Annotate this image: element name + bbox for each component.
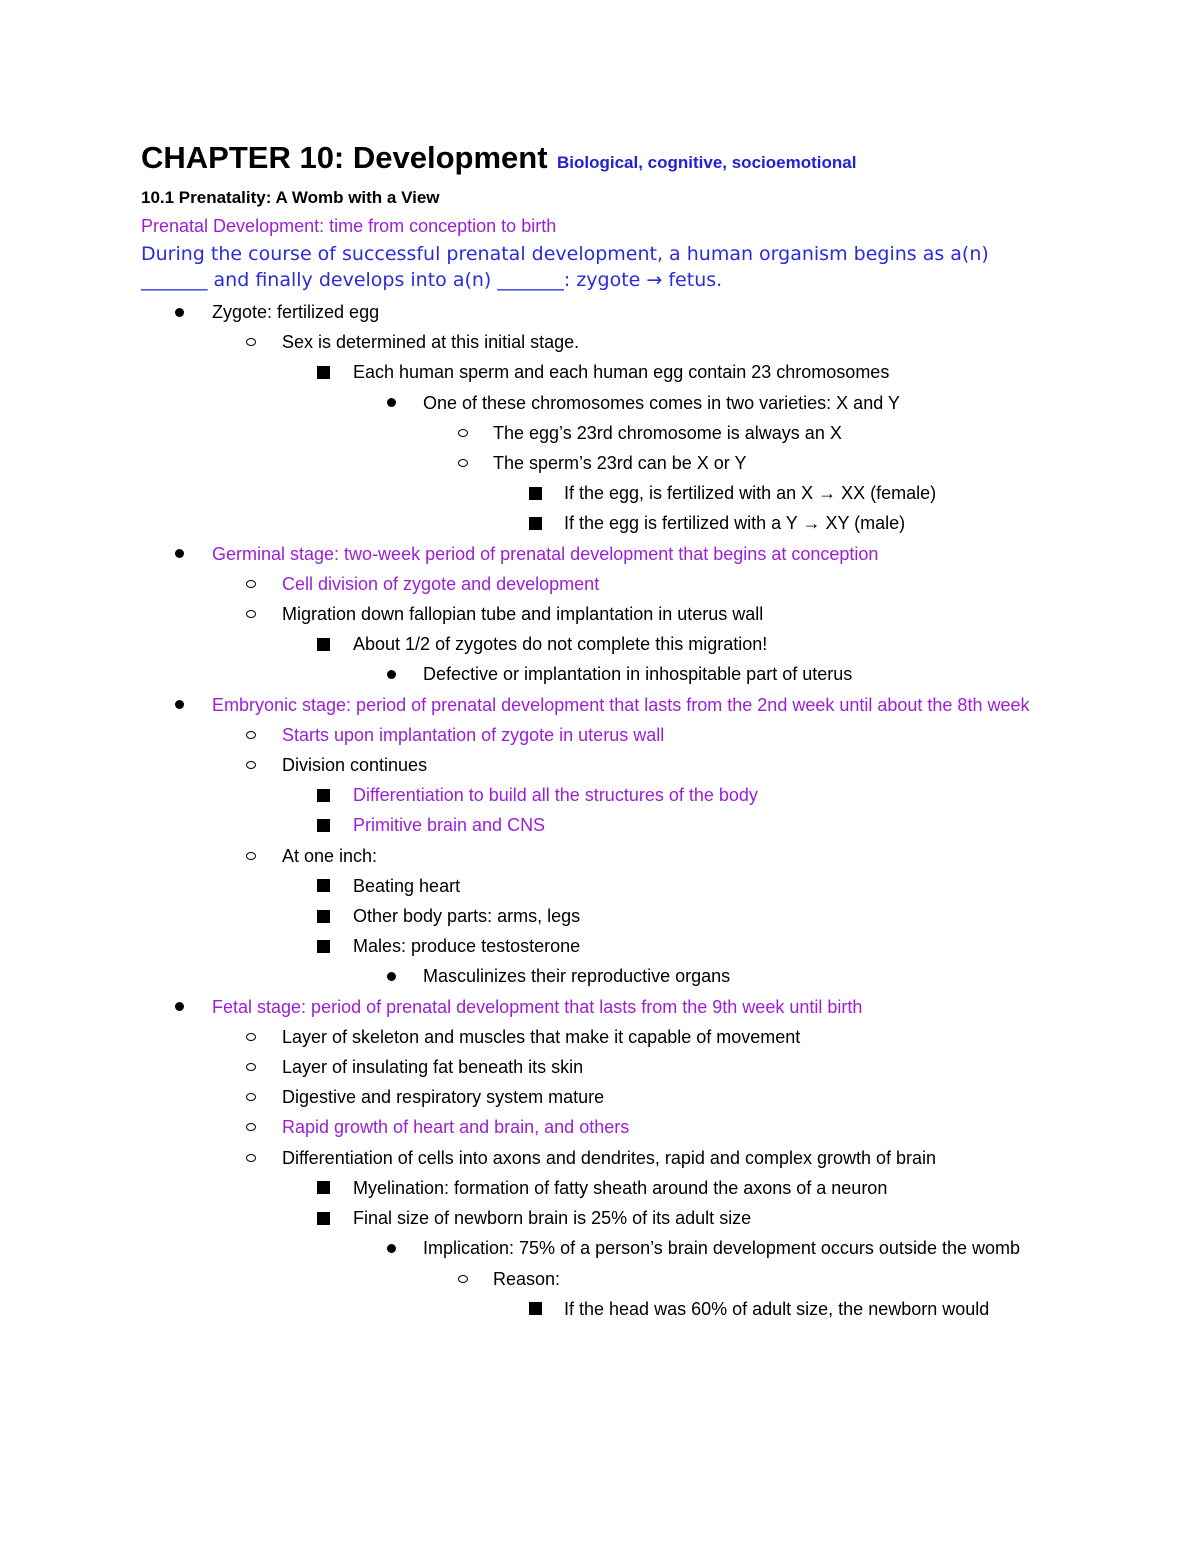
list-item: Males: produce testosterone — [141, 931, 1041, 961]
list-item: Migration down fallopian tube and implantation in uterus wall — [141, 599, 1041, 629]
bullet-square-icon — [529, 508, 542, 538]
list-item: Germinal stage: two-week period of prenatal development that begins at conception — [141, 539, 1041, 569]
bullet-square-icon — [317, 357, 330, 387]
bullet-circle-icon — [246, 1082, 256, 1112]
bullet-disc-icon — [387, 961, 396, 991]
question-line-1: During the course of successful prenatal development, a human organism begins as a(n) — [141, 243, 989, 265]
bullet-circle-icon — [458, 1264, 468, 1294]
list-item: Digestive and respiratory system mature — [141, 1082, 1041, 1112]
bullet-circle-icon — [246, 327, 256, 357]
list-item: Masculinizes their reproductive organs — [141, 961, 1041, 991]
bullet-circle-icon — [246, 1022, 256, 1052]
bullet-disc-icon — [175, 539, 184, 569]
list-item: At one inch: — [141, 841, 1041, 871]
list-item: Other body parts: arms, legs — [141, 901, 1041, 931]
question-text — [141, 241, 1041, 293]
document-content — [141, 140, 1041, 1324]
list-item: Layer of insulating fat beneath its skin — [141, 1052, 1041, 1082]
bullet-circle-icon — [246, 1112, 256, 1142]
bullet-circle-icon — [246, 1143, 256, 1173]
list-item: Zygote: fertilized egg — [141, 297, 1041, 327]
bullet-disc-icon — [387, 659, 396, 689]
bullet-square-icon — [317, 629, 330, 659]
list-item: Defective or implantation in inhospitable part of uterus — [141, 659, 1041, 689]
bullet-disc-icon — [175, 992, 184, 1022]
list-item: Myelination: formation of fatty sheath around the axons of a neuron — [141, 1173, 1041, 1203]
list-item: About 1/2 of zygotes do not complete this migration! — [141, 629, 1041, 659]
bullet-square-icon — [317, 901, 330, 931]
bullet-square-icon — [317, 1173, 330, 1203]
list-item: Cell division of zygote and development — [141, 569, 1041, 599]
bullet-disc-icon — [175, 690, 184, 720]
bullet-circle-icon — [246, 1052, 256, 1082]
list-item: Rapid growth of heart and brain, and others — [141, 1112, 1041, 1142]
list-item: Division continues — [141, 750, 1041, 780]
title-line — [141, 140, 1041, 176]
list-item: Layer of skeleton and muscles that make it capable of movement — [141, 1022, 1041, 1052]
bullet-square-icon — [317, 810, 330, 840]
list-item: If the egg is fertilized with a Y → XY (male) — [141, 508, 1041, 538]
bullet-circle-icon — [246, 841, 256, 871]
list-item: Implication: 75% of a person’s brain development occurs outside the womb — [141, 1233, 1041, 1263]
list-item: Final size of newborn brain is 25% of its adult size — [141, 1203, 1041, 1233]
bullet-disc-icon — [387, 388, 396, 418]
bullet-circle-icon — [246, 569, 256, 599]
list-item: Each human sperm and each human egg contain 23 chromosomes — [141, 357, 1041, 387]
bullet-circle-icon — [246, 599, 256, 629]
bullet-circle-icon — [458, 448, 468, 478]
list-item: Differentiation to build all the structures of the body — [141, 780, 1041, 810]
list-item: Primitive brain and CNS — [141, 810, 1041, 840]
list-item: One of these chromosomes comes in two varieties: X and Y — [141, 388, 1041, 418]
list-item: Differentiation of cells into axons and dendrites, rapid and complex growth of brain — [141, 1143, 1041, 1173]
list-item: The egg’s 23rd chromosome is always an X — [141, 418, 1041, 448]
bullet-circle-icon — [458, 418, 468, 448]
list-item: Sex is determined at this initial stage. — [141, 327, 1041, 357]
bullet-square-icon — [529, 478, 542, 508]
question-line-2: _______ and finally develops into a(n) _______: zygote → fetus. — [141, 269, 723, 291]
bullet-square-icon — [317, 1203, 330, 1233]
prenatal-definition: Prenatal Development: time from conception to birth — [141, 216, 557, 236]
outline-list — [141, 297, 1041, 1324]
list-item: Beating heart — [141, 871, 1041, 901]
list-item: Fetal stage: period of prenatal development that lasts from the 9th week until birth — [141, 992, 1041, 1022]
list-item: Reason: — [141, 1264, 1041, 1294]
bullet-square-icon — [317, 931, 330, 961]
list-item: If the head was 60% of adult size, the newborn would — [141, 1294, 1041, 1324]
list-item: Starts upon implantation of zygote in uterus wall — [141, 720, 1041, 750]
bullet-circle-icon — [246, 750, 256, 780]
chapter-title: CHAPTER 10: Development — [141, 140, 548, 175]
bullet-square-icon — [317, 871, 330, 901]
chapter-subtitle: Biological, cognitive, socioemotional — [556, 153, 857, 172]
list-item: If the egg, is fertilized with an X → XX (female) — [141, 478, 1041, 508]
bullet-disc-icon — [387, 1233, 396, 1263]
bullet-disc-icon — [175, 297, 184, 327]
list-item: The sperm’s 23rd can be X or Y — [141, 448, 1041, 478]
bullet-square-icon — [529, 1294, 542, 1324]
bullet-circle-icon — [246, 720, 256, 750]
list-item: Embryonic stage: period of prenatal development that lasts from the 2nd week until about the 8th week — [141, 690, 1041, 720]
bullet-square-icon — [317, 780, 330, 810]
section-heading: 10.1 Prenatality: A Womb with a View — [141, 188, 440, 207]
